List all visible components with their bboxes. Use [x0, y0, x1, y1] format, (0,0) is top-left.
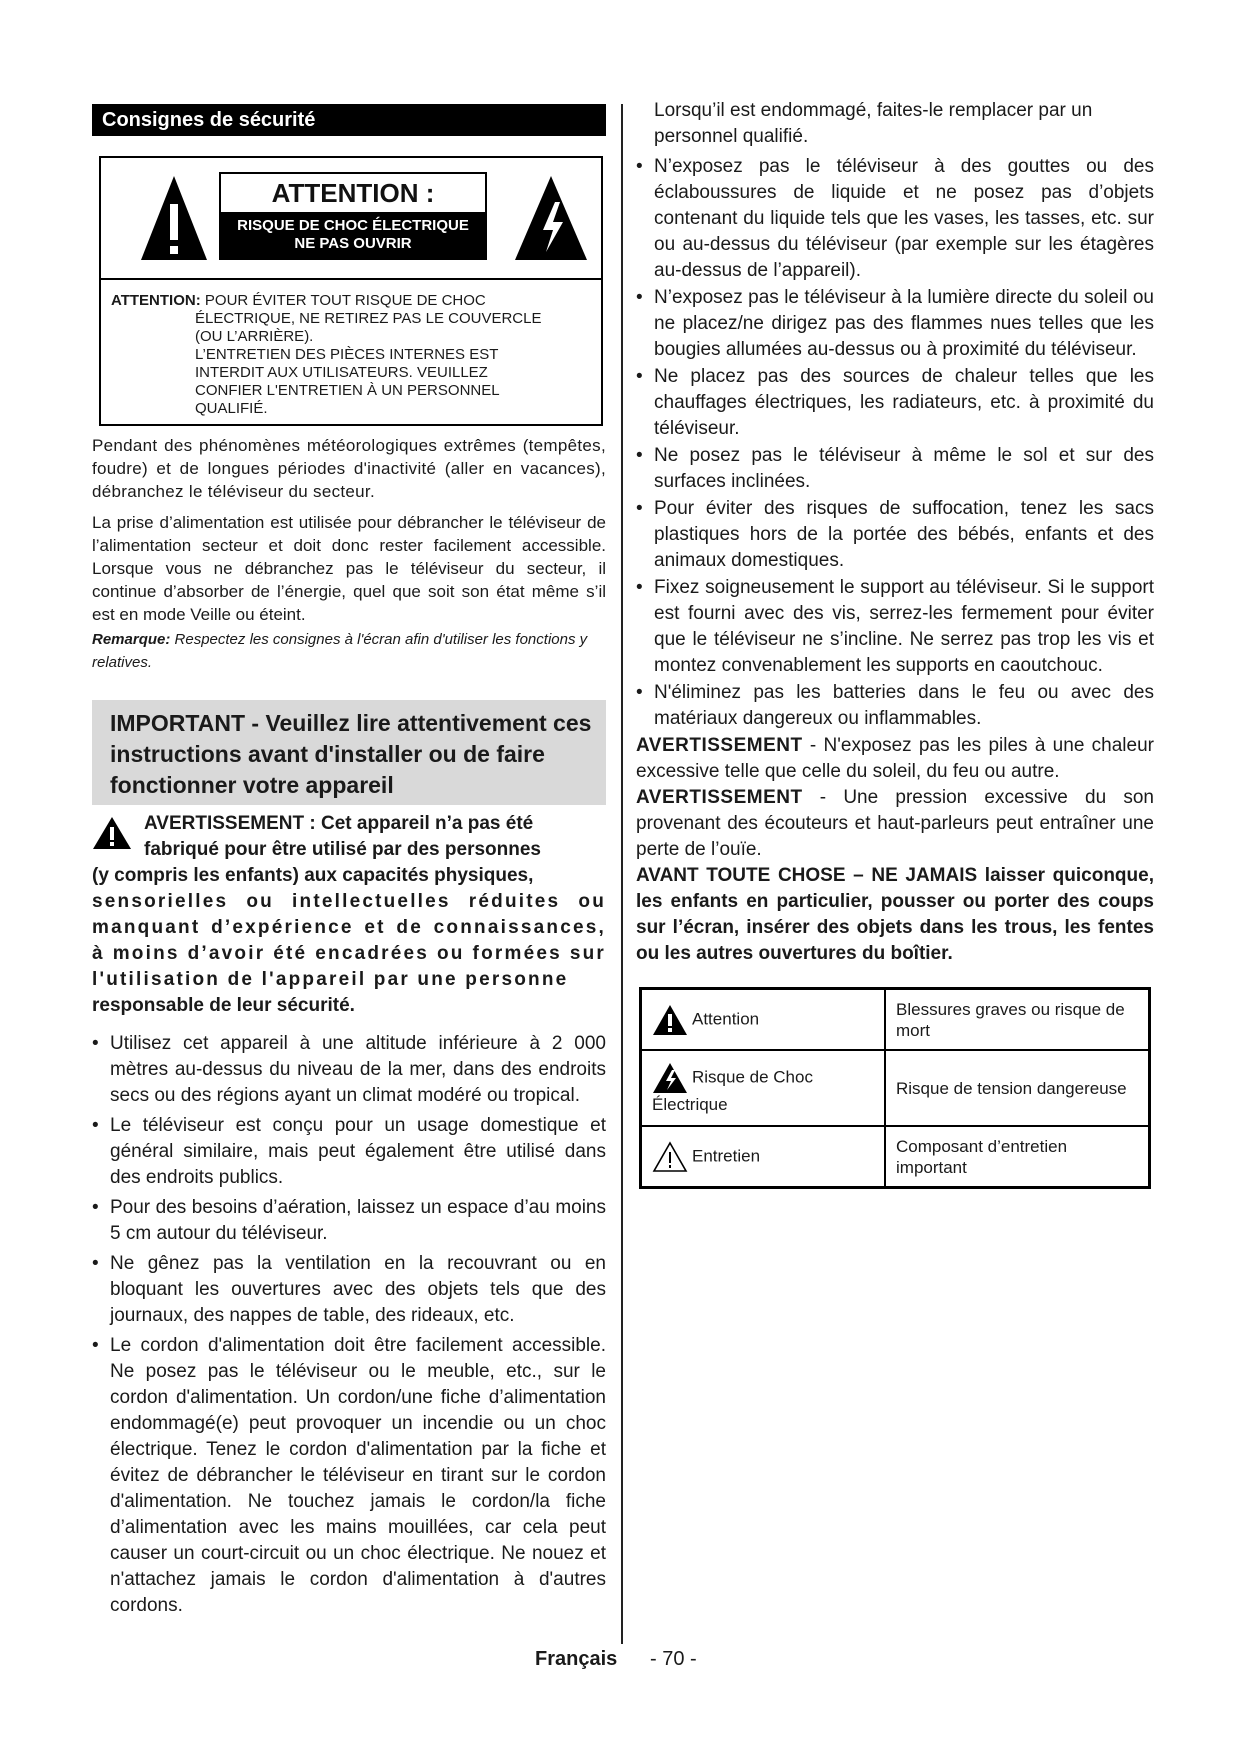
list-item: [92, 1031, 606, 1109]
list-item-text: • Utilisez cet appareil à une altitude inférieure à 2 000 mètres au-dessus du niveau de la mer, dans des endroits secs ou des régions ayant un climat modéré ou tropical.: [110, 1033, 606, 1106]
section-title: Consignes de sécurité: [92, 104, 606, 136]
screen-warning: AVANT TOUTE CHOSE – NE JAMAIS laisser quiconque, les enfants en particulier, pousser ou porter des coups sur l’écran, insérer des objets dans les trous, les fentes ou les autres ouvertures du boîtier.: [636, 865, 1154, 964]
service-triangle-icon: [652, 1141, 688, 1173]
meaning-cell: Composant d’entretien important: [885, 1126, 1150, 1188]
warning-line: CONFIER L'ENTRETIEN À UN PERSONNEL: [195, 382, 500, 399]
page-number: - 70 -: [650, 1648, 697, 1670]
list-item-text: • Le cordon d'alimentation doit être facilement accessible. Ne posez pas le téléviseur ou le meuble, etc., sur le cordon d'alimentation. Un cordon/une fiche d’alimentation endommagé(e) peut provoquer un incendie ou un choc électrique. Tenez le cordon d'alimentation par la fiche et évitez de débrancher le téléviseur en tirant sur le cordon d'alimentation. Ne touchez jamais le cordon/la fiche d’alimentation avec les mains mouillées, car cela peut causer un court-circuit ou un choc électrique. Ne nouez et n'attachez jamais le cordon d'alimentation à d'autres cordons.: [110, 1335, 606, 1616]
warning-line: (OU L’ARRIÈRE).: [195, 328, 314, 345]
battery-warning-text: - N'exposez pas les piles à une chaleur excessive telle que celle du soleil, du feu ou autre.: [636, 735, 1154, 782]
list-item: • N’exposez pas le téléviseur à la lumière directe du soleil ou ne placez/ne dirigez pas des flammes nues telles que les bougies allumées au-dessus ou à proximité du téléviseur.: [636, 285, 1154, 363]
battery-warning-keyword: AVERTISSEMENT: [636, 735, 803, 756]
left-column: [92, 104, 606, 1623]
paragraph-weather: Pendant des phénomènes météorologiques extrêmes (tempêtes, foudre) et de longues périodes d'inactivité (aller en vacances), débranchez le téléviseur du secteur.: [92, 436, 606, 501]
warning-line: ÉLECTRIQUE, NE RETIREZ PAS LE COUVERCLE: [195, 310, 542, 327]
remark-text: Respectez les consignes à l'écran afin d'utiliser les fonctions y relatives.: [92, 631, 588, 671]
footer-language: Français: [535, 1648, 618, 1670]
warning-statement-text: AVERTISSEMENT : Cet appareil n’a pas été fabriqué pour être utilisé par des personnes: [144, 813, 541, 860]
symbol-cell: [641, 989, 886, 1051]
list-item: • Pour éviter des risques de suffocation, tenez les sacs plastiques hors de la portée des bébés, enfants et des animaux domestiques.: [636, 496, 1154, 574]
sound-warning-text: - Une pression excessive du son provenant des écouteurs et haut-parleurs peut entraîner une perte de l’ouïe.: [636, 787, 1154, 860]
warning-box: [99, 156, 603, 426]
warning-line: QUALIFIÉ.: [195, 400, 268, 417]
warning-box-header: [101, 158, 601, 280]
list-item-text: • Pour des besoins d’aération, laissez un espace d’au moins 5 cm autour du téléviseur.: [110, 1197, 606, 1244]
meaning-cell: Risque de tension dangereuse: [885, 1050, 1150, 1126]
warning-label: ATTENTION:: [111, 292, 201, 309]
paragraph-power-plug: La prise d’alimentation est utilisée pour débrancher le téléviseur de l’alimentation secteur et doit donc rester facilement accessible. Lorsque vous ne débranchez pas le téléviseur du secteur, il continue d’absorber de l’énergie, quel que soit son état même s’il est en mode Veille ou éteint.: [92, 513, 606, 624]
symbol-label: Entretien: [692, 1145, 761, 1165]
safety-list-left: [92, 1031, 606, 1619]
symbol-label: Attention: [692, 1008, 760, 1028]
warning-statement: [92, 811, 606, 1019]
list-item: • Ne posez pas le téléviseur à même le sol et sur des surfaces inclinées.: [636, 443, 1154, 495]
table-row: [641, 1050, 1150, 1126]
list-item: • Ne placez pas des sources de chaleur telles que les chauffages électriques, les radiateurs, etc. à proximité du téléviseur.: [636, 364, 1154, 442]
list-item-text: • Le téléviseur est conçu pour un usage domestique et général similaire, mais peut également être utilisé dans des endroits publics.: [110, 1115, 606, 1188]
electric-shock-icon: [652, 1062, 688, 1094]
attention-subtitle-line1: RISQUE DE CHOC ÉLECTRIQUE: [237, 217, 469, 234]
symbol-cell: [641, 1050, 886, 1126]
meaning-cell: Blessures graves ou risque de mort: [885, 989, 1150, 1051]
warning-statement-first: [92, 811, 606, 863]
warning-line: L’ENTRETIEN DES PIÈCES INTERNES EST: [195, 346, 499, 363]
warning-triangle-icon: [92, 815, 132, 851]
attention-title: ATTENTION :: [271, 178, 435, 208]
table-row: [641, 989, 1150, 1051]
table-row: [641, 1126, 1150, 1188]
symbol-cell: [641, 1126, 886, 1188]
safety-list-right: [636, 154, 1154, 732]
remark-label: Remarque:: [92, 631, 171, 648]
remark: [92, 628, 606, 674]
attention-subtitle-line2: NE PAS OUVRIR: [294, 235, 412, 252]
warning-line: INTERDIT AUX UTILISATEURS. VEUILLEZ: [195, 364, 488, 381]
warning-triangle-icon: [652, 1004, 688, 1036]
list-item: • N'éliminez pas les batteries dans le feu ou avec des matériaux dangereux ou inflammables.: [636, 680, 1154, 732]
column-divider: [621, 104, 623, 1644]
attention-label: [219, 172, 487, 260]
list-item-text: • Ne gênez pas la ventilation en la recouvrant ou en bloquant les ouvertures avec des objets tels que des journaux, des nappes de table, des rideaux, etc.: [110, 1253, 606, 1326]
exclamation-warning-icon: [139, 172, 209, 264]
page-footer: [0, 1648, 1241, 1678]
symbol-table: [639, 987, 1151, 1189]
electric-shock-icon: [513, 172, 589, 264]
list-item: [92, 1333, 606, 1619]
warning-statement-line: sensorielles ou intellectuelles réduites ou manquant d’expérience et de connaissances, à moins d’avoir été encadrées ou formées sur l'utilisation de l'appareil par une personne: [92, 891, 606, 990]
warning-statement-line: (y compris les enfants) aux capacités physiques,: [92, 865, 534, 886]
sound-warning-keyword: AVERTISSEMENT: [636, 787, 803, 808]
attention-subtitle: [221, 212, 485, 258]
warning-statement-line: responsable de leur sécurité.: [92, 995, 355, 1016]
list-item: [92, 1251, 606, 1329]
list-item: • Fixez soigneusement le support au téléviseur. Si le support est fourni avec des vis, serrez-les fermement pour éviter que le téléviseur ne s’incline. Ne serrez pas trop les vis et montez convenablement les supports en caoutchouc.: [636, 575, 1154, 679]
list-item: • N’exposez pas le téléviseur à des gouttes ou des éclaboussures de liquide et ne posez pas d’objets contenant du liquide tels que les vases, les tasses, etc. sur ou au-dessus du téléviseur (par exemple sur les étagères au-dessus de l’appareil).: [636, 154, 1154, 284]
warning-line: POUR ÉVITER TOUT RISQUE DE CHOC: [204, 292, 486, 309]
important-banner: IMPORTANT - Veuillez lire attentivement ces instructions avant d'installer ou de faire fonctionner votre appareil: [92, 700, 606, 805]
continued-text: Lorsqu’il est endommagé, faites-le remplacer par un personnel qualifié.: [654, 100, 1093, 147]
list-item: [92, 1113, 606, 1191]
symbol-label: Risque de Choc Électrique: [652, 1066, 813, 1114]
battery-warning: [636, 733, 1154, 785]
right-column: [636, 98, 1154, 1189]
warning-box-text: [101, 280, 601, 424]
list-item: [92, 1195, 606, 1247]
sound-warning: [636, 785, 1154, 863]
